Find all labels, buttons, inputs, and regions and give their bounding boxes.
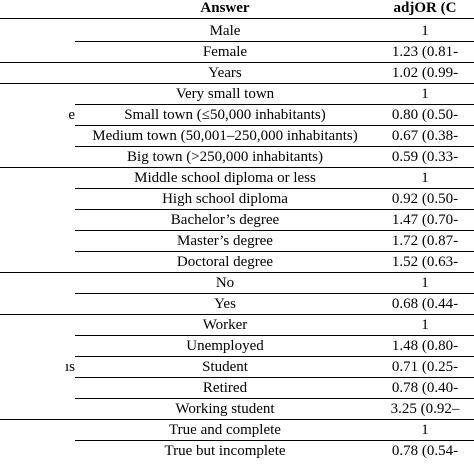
row-rule: [75, 188, 474, 189]
row-answer: Working student: [175, 401, 275, 417]
header-rule: [0, 18, 474, 19]
row-label: ıs: [64, 359, 75, 375]
row-adjor: 0.71 (0.25-: [391, 359, 459, 375]
row-label: e: [68, 107, 75, 123]
row-answer: Small town (≤50,000 inhabitants): [124, 107, 326, 123]
row-adjor: 1.23 (0.81-: [391, 44, 459, 60]
row-adjor: 1.72 (0.87-: [391, 233, 459, 249]
row-answer: Master’s degree: [177, 233, 273, 249]
row-answer: True but incomplete: [164, 443, 286, 459]
row-answer: Years: [208, 65, 242, 81]
row-answer: Male: [209, 23, 241, 39]
row-rule: [75, 440, 474, 441]
row-rule: [75, 230, 474, 231]
row-rule: [75, 146, 474, 147]
group-rule: [0, 419, 474, 420]
row-answer: No: [215, 275, 235, 291]
row-adjor: 0.92 (0.50-: [391, 191, 459, 207]
row-adjor: 1.48 (0.80-: [391, 338, 459, 354]
row-adjor: 0.80 (0.50-: [391, 107, 459, 123]
row-adjor: 1.47 (0.70-: [391, 212, 459, 228]
header-answer: Answer: [200, 0, 250, 16]
row-adjor: 0.78 (0.54-: [391, 443, 459, 459]
group-rule: [0, 62, 474, 63]
row-rule: [75, 125, 474, 126]
row-rule: [75, 356, 474, 357]
row-answer: Retired: [202, 380, 248, 396]
row-answer: Big town (>250,000 inhabitants): [127, 149, 323, 165]
row-rule: [75, 377, 474, 378]
row-answer: High school diploma: [162, 191, 288, 207]
group-rule: [0, 83, 474, 84]
row-rule: [75, 41, 474, 42]
row-rule: [75, 209, 474, 210]
row-answer: Female: [202, 44, 248, 60]
row-rule: [75, 398, 474, 399]
row-adjor: 0.67 (0.38-: [391, 128, 459, 144]
row-adjor: 1.02 (0.99-: [391, 65, 459, 81]
row-answer: Student: [202, 359, 248, 375]
row-adjor: 0.68 (0.44-: [391, 296, 459, 312]
row-answer: Unemployed: [186, 338, 264, 354]
row-adjor: 0.78 (0.40-: [391, 380, 459, 396]
row-adjor: 1: [421, 23, 429, 39]
row-answer: True and complete: [169, 422, 281, 438]
row-rule: [75, 104, 474, 105]
group-rule: [0, 272, 474, 273]
row-rule: [75, 251, 474, 252]
row-adjor: 1.52 (0.63-: [391, 254, 459, 270]
header-adjor: adjOR (C: [393, 0, 457, 16]
row-adjor: 0.59 (0.33-: [391, 149, 459, 165]
row-answer: Medium town (50,001–250,000 inhabitants): [92, 128, 358, 144]
row-answer: Worker: [202, 317, 248, 333]
row-answer: Bachelor’s degree: [170, 212, 280, 228]
group-rule: [0, 314, 474, 315]
row-rule: [75, 293, 474, 294]
row-answer: Yes: [214, 296, 236, 312]
row-adjor: 1: [421, 170, 429, 186]
group-rule: [0, 167, 474, 168]
row-answer: Doctoral degree: [176, 254, 274, 270]
row-adjor: 1: [421, 317, 429, 333]
row-adjor: 1: [421, 275, 429, 291]
row-answer: Middle school diploma or less: [134, 170, 316, 186]
row-adjor: 1: [421, 86, 429, 102]
row-adjor: 3.25 (0.92–: [390, 401, 460, 417]
row-answer: Very small town: [175, 86, 275, 102]
row-adjor: 1: [421, 422, 429, 438]
row-rule: [75, 335, 474, 336]
